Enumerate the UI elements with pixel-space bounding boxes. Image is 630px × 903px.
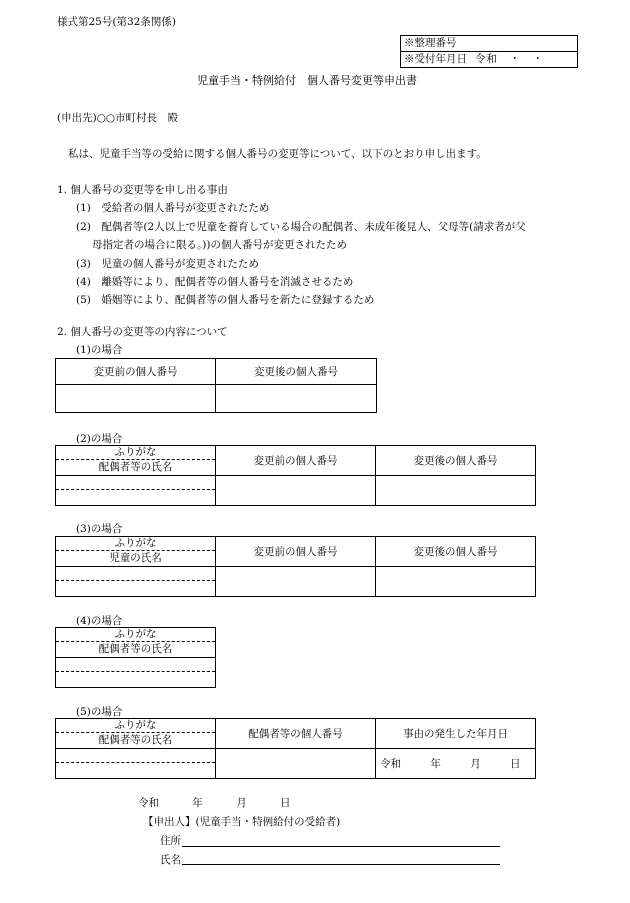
name-label: 氏名 <box>160 854 181 866</box>
case5-table <box>55 718 536 779</box>
reason-item-4[interactable] <box>76 274 353 289</box>
name-label: 配偶者等の氏名 <box>98 461 173 473</box>
reason-item-number: (4) <box>76 276 91 288</box>
case5-header-date: 事由の発生した年月日 <box>376 719 536 749</box>
furigana-label: ふりがな <box>56 537 215 551</box>
date-day-label: 日 <box>510 758 521 770</box>
reason-item-text: 配偶者等(2人以上で児童を養育している場合の配偶者、未成年後見人、父母等(請求者が父 <box>101 221 526 233</box>
name-label: 配偶者等の氏名 <box>98 643 173 655</box>
case2-furigana-input[interactable] <box>56 476 216 490</box>
case3-header-before: 変更前の個人番号 <box>216 537 376 567</box>
case3-before-number-cell[interactable] <box>216 567 376 597</box>
case1-label: (1)の場合 <box>76 344 123 356</box>
case3-table <box>55 536 536 597</box>
case5-name-header <box>56 719 216 749</box>
reason-item-2[interactable] <box>76 219 526 234</box>
case2-name-header <box>56 446 216 476</box>
case5-name-input[interactable] <box>56 763 216 779</box>
date-month-label: 月 <box>236 797 247 809</box>
address-input-line[interactable] <box>182 846 500 847</box>
case4-table <box>55 627 216 688</box>
furigana-label: ふりがな <box>56 628 215 642</box>
reason-item-text: 婚姻等により、配偶者等の個人番号を新たに登録するため <box>101 294 375 306</box>
applicant-heading: 【申出人】(児童手当・特例給付の受給者) <box>143 816 341 828</box>
case5-header-number: 配偶者等の個人番号 <box>216 719 376 749</box>
page-title: 児童手当・特例給付 個人番号変更等申出書 <box>197 74 417 87</box>
reason-item-text: 離婚等により、配偶者等の個人番号を消滅させるため <box>101 276 354 288</box>
case2-label: (2)の場合 <box>76 433 123 445</box>
case1-after-number-cell[interactable] <box>216 385 377 413</box>
case2-header-before: 変更前の個人番号 <box>216 446 376 476</box>
case3-label: (3)の場合 <box>76 523 123 535</box>
submission-date[interactable] <box>138 795 291 810</box>
case2-header-after: 変更後の個人番号 <box>376 446 536 476</box>
furigana-label: ふりがな <box>56 719 215 733</box>
addressee: (申出先)○○市町村長 殿 <box>57 112 179 124</box>
case5-date-cell[interactable] <box>376 749 536 779</box>
date-month-label: 月 <box>470 758 481 770</box>
case3-header-after: 変更後の個人番号 <box>376 537 536 567</box>
reason-item-number: (1) <box>76 202 91 214</box>
case1-header-after: 変更後の個人番号 <box>216 359 377 385</box>
date-year-label: 年 <box>192 797 203 809</box>
intro-statement: 私は、児童手当等の受給に関する個人番号の変更等について、以下のとおり申し出ます。 <box>68 148 487 160</box>
reason-item-2-continued: 母指定者の場合に限る。))の個人番号が変更されたため <box>92 239 347 251</box>
name-label: 配偶者等の氏名 <box>98 734 173 746</box>
reason-item-text: 受給者の個人番号が変更されたため <box>101 202 270 214</box>
reason-item-number: (2) <box>76 221 91 233</box>
section1-heading: 1. 個人番号の変更等を申し出る事由 <box>57 184 228 196</box>
case4-name-header <box>56 628 216 658</box>
case3-name-header <box>56 537 216 567</box>
reason-item-5[interactable] <box>76 292 374 307</box>
case4-label: (4)の場合 <box>76 615 123 627</box>
furigana-label: ふりがな <box>56 446 215 460</box>
case4-name-input[interactable] <box>56 672 216 688</box>
receipt-date-field[interactable] <box>401 51 577 67</box>
name-label: 児童の氏名 <box>109 552 162 564</box>
date-era: 令和 <box>138 797 159 809</box>
reason-item-number: (5) <box>76 294 91 306</box>
reason-item-text: 児童の個人番号が変更されたため <box>101 258 259 270</box>
case5-furigana-input[interactable] <box>56 749 216 763</box>
name-input-line[interactable] <box>182 864 500 865</box>
case5-number-cell[interactable] <box>216 749 376 779</box>
case2-after-number-cell[interactable] <box>376 476 536 506</box>
office-use-box <box>400 35 578 68</box>
section2-heading: 2. 個人番号の変更等の内容について <box>57 326 228 338</box>
date-day-label: 日 <box>280 797 291 809</box>
case5-label: (5)の場合 <box>76 706 123 718</box>
case1-header-before: 変更前の個人番号 <box>56 359 216 385</box>
receipt-date-value: 令和 ・ ・ <box>475 53 544 65</box>
case3-name-input[interactable] <box>56 581 216 597</box>
date-year-label: 年 <box>430 758 441 770</box>
date-era: 令和 <box>380 758 401 770</box>
case1-before-number-cell[interactable] <box>56 385 216 413</box>
form-number: 様式第25号(第32条関係) <box>57 16 176 28</box>
case3-furigana-input[interactable] <box>56 567 216 581</box>
case3-after-number-cell[interactable] <box>376 567 536 597</box>
case1-table <box>55 358 377 413</box>
reason-item-number: (3) <box>76 258 91 270</box>
receipt-date-label: ※受付年月日 <box>404 53 467 65</box>
case4-furigana-input[interactable] <box>56 658 216 672</box>
case2-before-number-cell[interactable] <box>216 476 376 506</box>
address-label: 住所 <box>160 835 181 847</box>
reference-number-field[interactable]: ※整理番号 <box>404 37 457 49</box>
case2-name-input[interactable] <box>56 490 216 506</box>
reason-item-1[interactable] <box>76 200 269 215</box>
reason-item-3[interactable] <box>76 256 259 271</box>
case2-table <box>55 445 536 506</box>
